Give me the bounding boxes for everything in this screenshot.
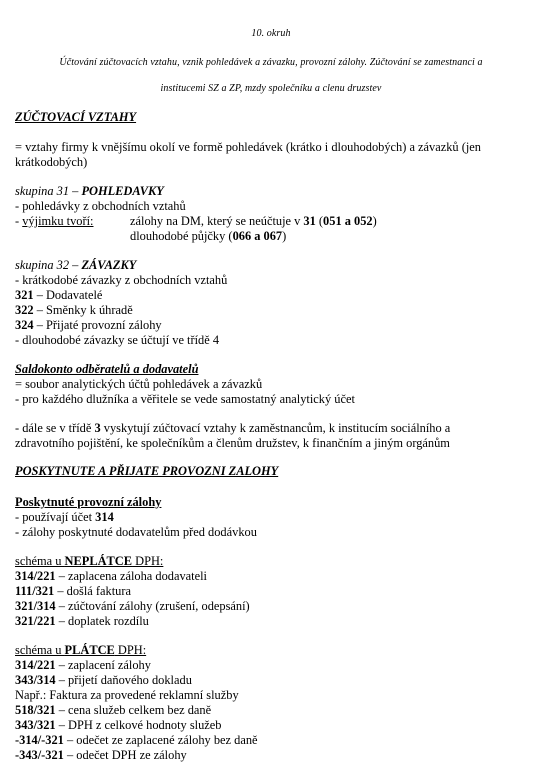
account-322: 322 – Směnky k úhradě: [15, 303, 133, 317]
schema-platce-heading: schéma u PLÁTCE DPH:: [15, 643, 147, 657]
group-31-exception-2: dlouhodobé půjčky (066 a 067): [130, 229, 287, 243]
platce-row: 343/314 – přijetí daňového dokladu: [15, 673, 192, 687]
neplatce-row: 314/221 – zaplacena záloha dodavateli: [15, 569, 207, 583]
saldokonto-heading: Saldokonto odběratelů a dodavatelů: [15, 362, 199, 376]
subtitle-line-2: institucemi SZ a ZP, mzdy společníku a clenu druzstev: [160, 83, 382, 94]
definition-line-1: = vztahy firmy k vnějšímu okolí ve formě pohledávek (krátko i dlouhodobých) a závazků (jen: [15, 140, 481, 154]
group-32-line-last: - dlouhodobé závazky se účtují ve třídě 4: [15, 333, 220, 347]
platce-row: -343/-321 – odečet DPH ze zálohy: [15, 748, 187, 762]
group-31-heading: skupina 31 – POHLEDAVKY: [15, 184, 164, 198]
account-324: 324 – Přijaté provozní zálohy: [15, 318, 162, 332]
saldokonto-line-1: = soubor analytických účtů pohledávek a závazků: [15, 377, 263, 391]
neplatce-row: 321/221 – doplatek rozdílu: [15, 614, 149, 628]
poskytnute-line-2: - zálohy poskytnuté dodavatelům před dodávkou: [15, 525, 257, 539]
schema-neplatce-heading: schéma u NEPLÁTCE DPH:: [15, 554, 164, 568]
platce-example: Např.: Faktura za provedené reklamní služby: [15, 688, 239, 702]
neplatce-row: 111/321 – došlá faktura: [15, 584, 131, 598]
group-31-exception-1: - výjimku tvoří: zálohy na DM, který se neúčtuje v 31 (051 a 052): [15, 214, 377, 228]
platce-row: 343/321 – DPH z celkové hodnoty služeb: [15, 718, 222, 732]
platce-row: -314/-321 – odečet ze zaplacené zálohy bez daně: [15, 733, 258, 747]
heading-zalohy: POSKYTNUTE A PŘIJATE PROVOZNI ZALOHY: [15, 464, 279, 478]
platce-row: 518/321 – cena služeb celkem bez daně: [15, 703, 212, 717]
group-32-line-1: - krátkodobé závazky z obchodních vztahů: [15, 273, 228, 287]
neplatce-row: 321/314 – zúčtování zálohy (zrušení, odepsání): [15, 599, 250, 613]
chapter-number: 10. okruh: [251, 28, 291, 39]
group-32-heading: skupina 32 – ZÁVAZKY: [15, 258, 137, 272]
account-321: 321 – Dodavatelé: [15, 288, 103, 302]
definition-line-2: krátkodobých): [15, 155, 88, 169]
poskytnute-zalohy-heading: Poskytnuté provozní zálohy: [15, 495, 162, 509]
class-3-line-1: - dále se v třídě 3 vyskytují zúčtovací vztahy k zaměstnancům, k institucím sociálního a: [15, 421, 451, 435]
poskytnute-line-1: - používají účet 314: [15, 510, 114, 524]
class-3-line-2: zdravotního pojištění, ke společníkům a členům družstev, k finančním a jiným orgánům: [15, 436, 450, 450]
subtitle-line-1: Účtování zúčtovacích vztahu, vznik pohledávek a závazku, provozní zálohy. Zúčtování se zamestnanci a: [59, 57, 483, 68]
heading-zuctovaci-vztahy: ZÚČTOVACÍ VZTAHY: [15, 110, 137, 124]
group-31-line-1: - pohledávky z obchodních vztahů: [15, 199, 186, 213]
saldokonto-line-2: - pro každého dlužníka a věřitele se vede samostatný analytický účet: [15, 392, 355, 406]
platce-row: 314/221 – zaplacení zálohy: [15, 658, 151, 672]
